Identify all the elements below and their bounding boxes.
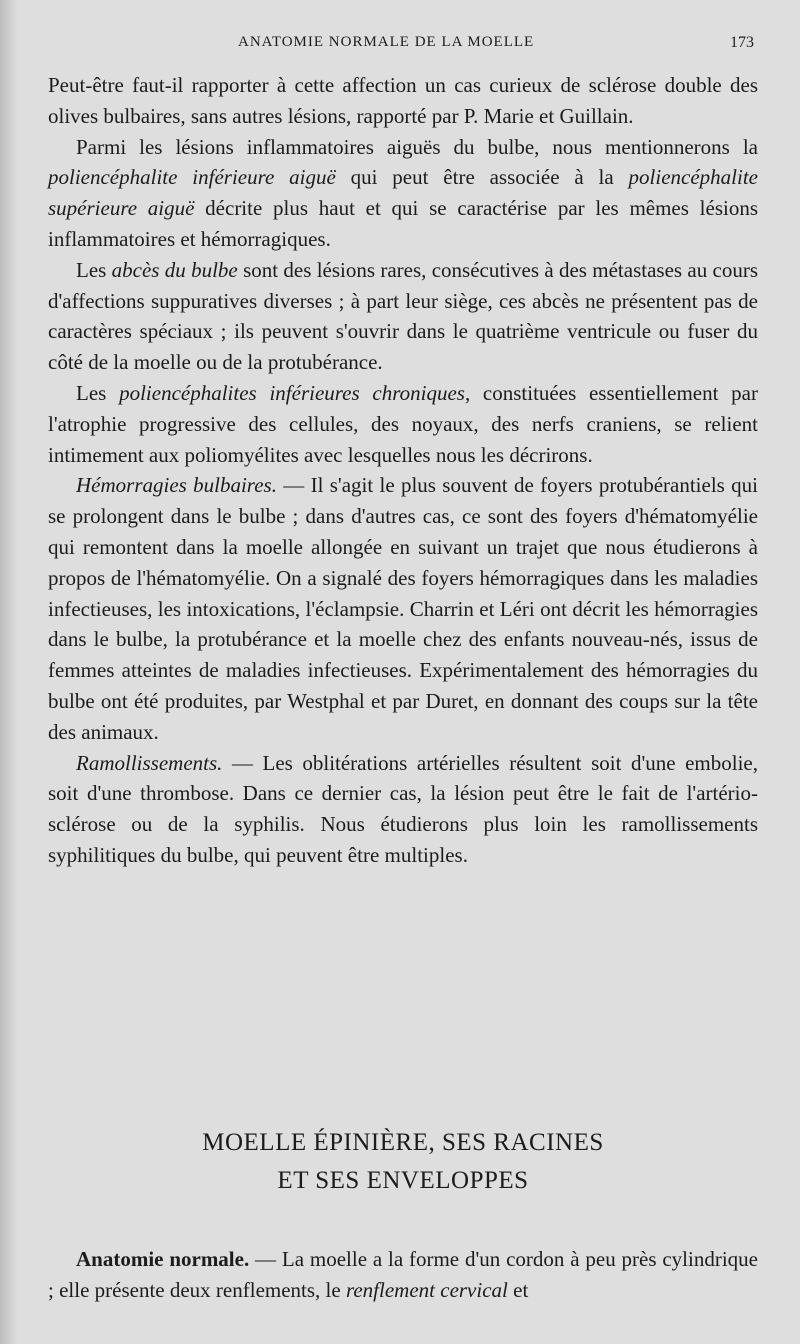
paragraph-2-text-c: qui peut être associée à la xyxy=(335,165,629,190)
paragraph-5-text: — Il s'agit le plus souvent de foyers protubérantiels qui se prolongent dans le bulbe ; dans d'autres cas, ce sont des foyers d'hématomyélie qui remontent dans la moelle allongée en suivant un trajet que nous étudierons à propos de l'hématomyélie. On a signalé des foyers hémorragiques dans les maladies infectieuses, les intoxications, l'éclampsie. Charrin et Léri ont décrit les hémorragies dans le bulbe, la protubérance et la moelle chez des enfants nouveau-nés, issus de femmes atteintes de maladies infectieuses. Expérimentalement des hémorragies du bulbe ont été produites, par Westphal et par Duret, en donnant des coups sur la tête des animaux. xyxy=(48,473,758,744)
section-title-line-1: MOELLE ÉPINIÈRE, SES RACINES xyxy=(202,1129,604,1156)
term-abces-du-bulbe: abcès du bulbe xyxy=(111,257,238,282)
running-title: ANATOMIE NORMALE DE LA MOELLE xyxy=(238,34,535,50)
heading-anatomie-normale: Anatomie normale. xyxy=(76,1247,250,1271)
body-text xyxy=(48,70,758,871)
page-number: 173 xyxy=(730,34,754,51)
section-title xyxy=(48,1124,758,1200)
paragraph-3-text-c: sont des lésions rares, consécutives à des métastases au cours d'affections suppuratives diverses ; à part leur siège, ces abcès ne présentent pas de caractères spéciaux ; ils peuvent s'ouvrir dans le quatrième ventricule ou fuser du côté de la moelle ou de la protubérance. xyxy=(48,257,758,375)
paragraph-3-text-a: Les xyxy=(76,257,112,282)
term-renflement-cervical: renflement cervical xyxy=(345,1278,508,1302)
section-title-line-2: ET SES ENVELOPPES xyxy=(277,1167,529,1194)
paragraph-4-text-c: , constituées essentiellement par l'atrophie progressive des cellules, des noyaux, des nerfs craniens, se relient intimement aux poliomyélites avec lesquelles nous les décrirons. xyxy=(48,380,758,467)
final-text xyxy=(48,1244,758,1306)
heading-ramollissements: Ramollissements. xyxy=(76,750,223,775)
paragraph-6 xyxy=(48,748,758,871)
term-poliencephalite-inferieure-aigue: poliencéphalite inférieure aiguë xyxy=(48,165,336,190)
paragraph-2-text-a: Parmi les lésions inflammatoires aiguës du bulbe, nous mentionnerons la xyxy=(76,134,758,159)
paragraph-5 xyxy=(48,470,758,747)
page-edge-shadow xyxy=(0,0,18,1344)
page-header xyxy=(48,34,758,56)
paragraph-3 xyxy=(48,255,758,378)
paragraph-4-text-a: Les xyxy=(76,380,120,405)
paragraph-1: Peut-être faut-il rapporter à cette affection un cas curieux de sclérose double des olives bulbaires, sans autres lésions, rapporté par P. Marie et Guillain. xyxy=(48,73,758,128)
paragraph-2 xyxy=(48,132,758,255)
paragraph-4 xyxy=(48,378,758,470)
paragraph-2-text-e: décrite plus haut et qui se caractérise par les mêmes lésions inflammatoires et hémorragiques. xyxy=(48,196,758,251)
final-text-a: — La moelle a la forme d'un cordon à peu près cylindrique ; elle présente deux renflements, le xyxy=(48,1247,758,1302)
final-text-c: et xyxy=(507,1278,529,1302)
term-poliencephalites-chroniques: poliencéphalites inférieures chroniques xyxy=(119,380,465,405)
paragraph-anatomie-normale xyxy=(48,1244,758,1306)
heading-hemorragies-bulbaires: Hémorragies bulbaires. xyxy=(76,473,277,498)
term-poliencephalite-superieure-aigue: poliencéphalite supérieure aiguë xyxy=(48,165,758,221)
paragraph-6-text: — Les oblitérations artérielles résultent soit d'une embolie, soit d'une thrombose. Dans ce dernier cas, la lésion peut être le fait de l'artério-sclérose ou de la syphilis. Nous étudierons plus loin les ramollissements syphilitiques du bulbe, qui peuvent être multiples. xyxy=(48,750,758,867)
